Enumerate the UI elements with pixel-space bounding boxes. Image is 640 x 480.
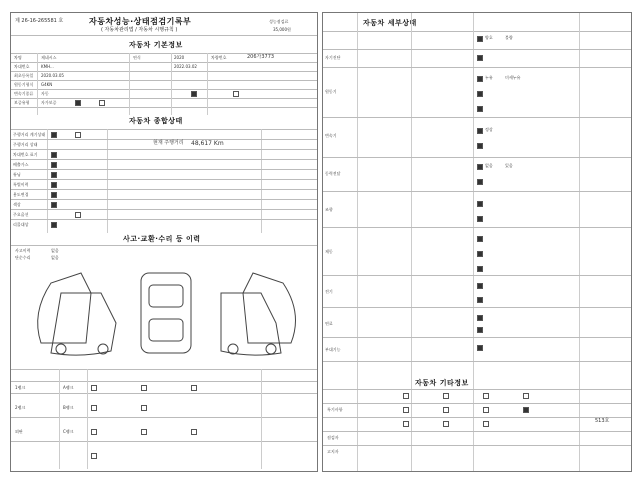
mileage-value: 48,617 Km [191, 140, 224, 147]
checkbox[interactable] [477, 164, 483, 170]
bottom-label-1: 점검자 [327, 435, 339, 440]
overall-label-3: 배출가스 [13, 162, 29, 167]
left-sheet [10, 12, 318, 472]
checkbox[interactable] [477, 91, 483, 97]
frame-label-2: 외판 [15, 429, 23, 434]
basic-value-0: 제네시스 [41, 55, 57, 60]
checkbox[interactable] [477, 315, 483, 321]
basic-value-4: 자동 [41, 91, 49, 96]
basic-value-5: 자가보증 [41, 100, 57, 105]
price-label: 성능점검료 [269, 19, 289, 24]
checkbox[interactable] [477, 327, 483, 333]
accident-label-1: 단순수리 [15, 255, 31, 260]
doc-number: 제 26-16-265581 호 [15, 18, 64, 24]
check-date: 2022.03.02 [174, 64, 197, 69]
basic-label-0: 차명 [14, 55, 22, 60]
overall-label-2: 차대번호 표기 [13, 152, 38, 157]
section-overall-title: 자동차 종합상태 [129, 117, 183, 125]
checkbox[interactable] [191, 429, 197, 435]
checkbox[interactable] [91, 405, 97, 411]
rank-label-1: B랭크 [63, 405, 74, 410]
basic-value-6: 2020 [174, 55, 185, 60]
basic-value-3: G4KN [41, 82, 53, 87]
checkbox[interactable] [477, 251, 483, 257]
section-accident-title: 사고·교환·수리 등 이력 [123, 235, 201, 243]
basic-label-2: 최초등록일 [14, 73, 34, 78]
detail-table [323, 31, 631, 381]
checkbox[interactable] [51, 182, 57, 188]
basic-label-6: 연식 [133, 55, 141, 60]
basic-value-2: 2020.03.05 [41, 73, 64, 78]
check-word-3: 미세누유 [505, 75, 521, 80]
check-word-6: 있음 [505, 163, 513, 168]
checkbox[interactable] [51, 222, 57, 228]
frame-table [11, 369, 317, 469]
checkbox[interactable] [75, 100, 81, 106]
left-title: 자동차성능·상태점검기록부 [89, 17, 192, 26]
check-word-5: 없음 [485, 163, 493, 168]
checkbox[interactable] [191, 385, 197, 391]
checkbox[interactable] [443, 393, 449, 399]
checkbox[interactable] [477, 36, 483, 42]
mileage-label: 현재 주행거리 [153, 140, 184, 146]
checkbox[interactable] [91, 385, 97, 391]
checkbox[interactable] [477, 297, 483, 303]
category-2: 변속기 [325, 133, 337, 138]
checkbox[interactable] [191, 91, 197, 97]
checkbox[interactable] [51, 192, 57, 198]
overall-status-table [11, 129, 317, 233]
checkbox[interactable] [443, 421, 449, 427]
checkbox[interactable] [483, 407, 489, 413]
checkbox[interactable] [91, 429, 97, 435]
checkbox[interactable] [403, 421, 409, 427]
basic-label-3: 원동기형식 [14, 82, 34, 87]
left-subtitle: ( 자동차관리법 / 자동차 시행규칙 ) [101, 27, 178, 33]
category-5: 제동 [325, 249, 333, 254]
checkbox[interactable] [477, 236, 483, 242]
checkbox[interactable] [141, 405, 147, 411]
basic-label-1: 차대번호 [14, 64, 30, 69]
basic-label-5: 보증유형 [14, 100, 30, 105]
category-1: 원동기 [325, 89, 337, 94]
category-3: 동력전달 [325, 171, 341, 176]
overall-label-1: 주행거리 상태 [13, 142, 38, 147]
rank-label-2: C랭크 [63, 429, 74, 434]
category-8: 부대기능 [325, 347, 341, 352]
checkbox[interactable] [483, 393, 489, 399]
overall-label-8: 주요옵션 [13, 212, 29, 217]
checkbox[interactable] [477, 76, 483, 82]
checkbox[interactable] [141, 385, 147, 391]
checkbox[interactable] [477, 128, 483, 134]
checkbox[interactable] [51, 202, 57, 208]
checkbox[interactable] [483, 421, 489, 427]
overall-label-6: 용도변경 [13, 192, 29, 197]
check-word-0: 양호 [485, 35, 493, 40]
category-0: 자기진단 [325, 55, 341, 60]
checkbox[interactable] [477, 179, 483, 185]
checkbox[interactable] [477, 216, 483, 222]
checkbox[interactable] [523, 407, 529, 413]
plate-label: 차량번호 [211, 55, 227, 60]
plate-value: 206가3773 [247, 54, 275, 60]
checkbox[interactable] [99, 100, 105, 106]
category-7: 연료 [325, 321, 333, 326]
overall-label-7: 색상 [13, 202, 21, 207]
category-6: 전기 [325, 289, 333, 294]
overall-label-4: 튜닝 [13, 172, 21, 177]
other-info-table [323, 389, 631, 469]
checkbox[interactable] [233, 91, 239, 97]
frame-label-1: 2랭크 [15, 405, 26, 410]
checkbox[interactable] [523, 393, 529, 399]
section-other-title: 자동차 기타정보 [415, 379, 469, 387]
section-basic-title: 자동차 기본정보 [129, 41, 183, 49]
basic-value-1: KMH... [41, 64, 54, 69]
checkbox[interactable] [51, 132, 57, 138]
checkbox[interactable] [443, 407, 449, 413]
footer-code: 513호 [595, 418, 610, 424]
checkbox[interactable] [75, 212, 81, 218]
basic-label-4: 변속기종류 [14, 91, 34, 96]
overall-label-5: 특별이력 [13, 182, 29, 187]
checkbox[interactable] [477, 201, 483, 207]
checkbox[interactable] [75, 132, 81, 138]
overall-label-9: 리콜대상 [13, 222, 29, 227]
check-word-2: 누유 [485, 75, 493, 80]
car-diagram [21, 263, 311, 363]
checkbox[interactable] [477, 55, 483, 61]
checkbox[interactable] [477, 283, 483, 289]
checkbox[interactable] [51, 152, 57, 158]
bottom-label-0: 특기사항 [327, 407, 343, 412]
checkbox[interactable] [477, 143, 483, 149]
right-sheet [322, 12, 632, 472]
overall-label-0: 주행거리 계기상태 [13, 132, 46, 137]
check-word-1: 불량 [505, 35, 513, 40]
checkbox[interactable] [403, 407, 409, 413]
category-4: 조향 [325, 207, 333, 212]
checkbox[interactable] [477, 266, 483, 272]
checkbox[interactable] [51, 172, 57, 178]
right-title: 자동차 세부상태 [363, 19, 417, 27]
price-value: 35,000원 [273, 27, 291, 32]
checkbox[interactable] [141, 429, 147, 435]
checkbox[interactable] [51, 162, 57, 168]
checkbox[interactable] [403, 393, 409, 399]
checkbox[interactable] [91, 453, 97, 459]
accident-value-1: 없음 [51, 255, 59, 260]
rank-label-0: A랭크 [63, 385, 74, 390]
check-word-4: 정상 [485, 127, 493, 132]
bottom-label-2: 고지자 [327, 449, 339, 454]
checkbox[interactable] [477, 106, 483, 112]
frame-label-0: 1랭크 [15, 385, 26, 390]
accident-label-0: 사고이력 [15, 248, 31, 253]
basic-info-table [11, 53, 317, 115]
checkbox[interactable] [477, 345, 483, 351]
accident-value-0: 없음 [51, 248, 59, 253]
